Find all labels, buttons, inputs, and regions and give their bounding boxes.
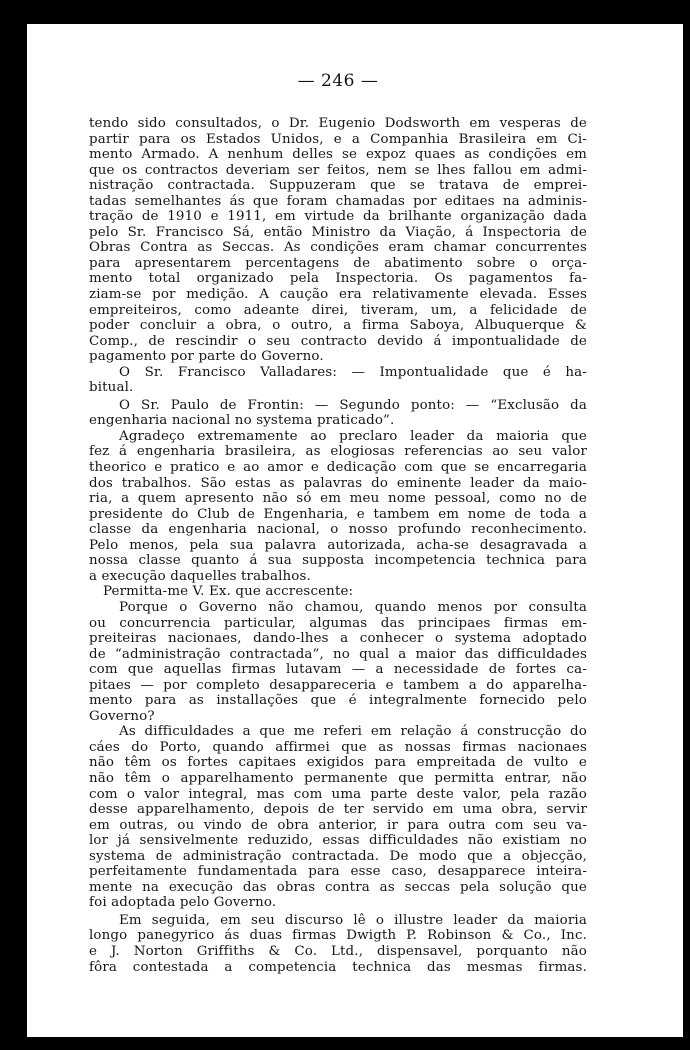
- text-line: em outras, ou vindo de obra anterior, ir para outra com seu va-: [89, 817, 587, 833]
- text-line: fôra contestada a competencia technica das mesmas firmas.: [89, 959, 587, 975]
- text-line: O Sr. Paulo de Frontin: — Segundo ponto: — “Exclusão da: [119, 397, 587, 413]
- text-line: Em seguida, em seu discurso lê o illustre leader da maioria: [119, 912, 587, 928]
- text-line: theorico e pratico e ao amor e dedicação com que se encarregaria: [89, 460, 587, 476]
- text-line: tadas semelhantes ás que foram chamadas por editaes na adminis-: [89, 193, 587, 209]
- text-line: pelo Sr. Francisco Sá, então Ministro da Viação, á Inspectoria de: [89, 224, 587, 240]
- text-line: Obras Contra as Seccas. As condições eram chamar concurrentes: [89, 240, 587, 256]
- document-page: [89, 0, 587, 1050]
- text-line: bitual.: [89, 380, 134, 396]
- text-line: systema de administração contractada. De modo que a objecção,: [89, 848, 587, 864]
- text-line: para apresentarem percentagens de abatimento sobre o orça-: [89, 255, 587, 271]
- text-line: Permitta-me V. Ex. que accrescente:: [103, 584, 354, 600]
- text-line: As difficuldades a que me referi em relação á construcção do: [119, 724, 587, 740]
- text-line: com que aquellas firmas lutavam — a necessidade de fortes ca-: [89, 662, 587, 678]
- text-line: mento Armado. A nenhum delles se expoz quaes as condições em: [89, 147, 587, 163]
- text-line: ziam-se por medição. A caução era relativamente elevada. Esses: [89, 287, 587, 303]
- text-line: partir para os Estados Unidos, e a Companhia Brasileira em Ci-: [89, 131, 587, 147]
- text-line: pagamento por parte do Governo.: [89, 349, 324, 365]
- text-line: Governo?: [89, 708, 155, 724]
- text-line: de “administração contractada”, no qual a maior das difficuldades: [89, 646, 587, 662]
- text-line: dos trabalhos. São estas as palavras do eminente leader da maio-: [89, 475, 587, 491]
- text-line: pitaes — por completo desappareceria e tambem a do apparelha-: [89, 677, 587, 693]
- text-line: Comp., de rescindir o seu contracto devido á impontualidade de: [89, 333, 587, 349]
- text-line: poder concluir a obra, o outro, a firma Saboya, Albuquerque &: [89, 318, 587, 334]
- text-line: ou concurrencia particular, algumas das principaes firmas em-: [89, 615, 587, 631]
- text-line: lor já sensivelmente reduzido, essas difficuldades não existiam no: [89, 833, 587, 849]
- text-line: classe da engenharia nacional, o nosso profundo reconhecimento.: [89, 522, 587, 538]
- text-line: mento para as installações que é integralmente fornecido pelo: [89, 693, 587, 709]
- text-line: tração de 1910 e 1911, em virtude da brilhante organização dada: [89, 209, 587, 225]
- text-line: Porque o Governo não chamou, quando menos por consulta: [119, 599, 587, 615]
- text-line: e J. Norton Griffiths & Co. Ltd., dispensavel, porquanto não: [89, 943, 587, 959]
- text-line: fez á engenharia brasileira, as elogiosas referencias ao seu valor: [89, 444, 587, 460]
- text-line: nossa classe quanto á sua supposta incompetencia technica para: [89, 553, 587, 569]
- text-line: presidente do Club de Engenharia, e tambem em nome de toda a: [89, 506, 587, 522]
- text-line: mente na execução das obras contra as seccas pela solução que: [89, 879, 587, 895]
- text-line: empreiteiros, como adeante direi, tiveram, um, a felicidade de: [89, 302, 587, 318]
- text-line: engenharia nacional no systema praticado”.: [89, 413, 395, 429]
- text-line: desse apparelhamento, depois de ter servido em uma obra, servir: [89, 802, 587, 818]
- text-line: cáes do Porto, quando affirmei que as nossas firmas nacionaes: [89, 739, 587, 755]
- page-number: — 246 —: [297, 71, 379, 91]
- body-text: [89, 116, 587, 975]
- text-line: O Sr. Francisco Valladares: — Impontualidade que é ha-: [119, 364, 587, 380]
- text-line: a execução daquelles trabalhos.: [89, 568, 311, 584]
- text-line: perfeitamente fundamentada para esse caso, desapparece inteira-: [89, 864, 587, 880]
- text-line: nistração contractada. Suppuzeram que se tratava de emprei-: [89, 178, 587, 194]
- text-line: foi adoptada pelo Governo.: [89, 895, 277, 911]
- text-line: mento total organizado pela Inspectoria. Os pagamentos fa-: [89, 271, 587, 287]
- text-line: Pelo menos, pela sua palavra autorizada, acha-se desagravada a: [89, 537, 587, 553]
- text-line: que os contractos deveriam ser feitos, nem se lhes fallou em admi-: [89, 162, 587, 178]
- text-line: não têm os fortes capitaes exigidos para empreitada de vulto e: [89, 755, 587, 771]
- text-line: com o valor integral, mas com uma parte deste valor, pela razão: [89, 786, 587, 802]
- text-line: Agradeço extremamente ao preclaro leader da maioria que: [119, 428, 587, 444]
- text-line: tendo sido consultados, o Dr. Eugenio Dodsworth em vesperas de: [89, 116, 587, 131]
- text-line: ria, a quem apresento não só em meu nome pessoal, como no de: [89, 491, 587, 507]
- text-line: longo panegyrico ás duas firmas Dwigth P. Robinson & Co., Inc.: [89, 928, 587, 944]
- text-line: preiteiras nacionaes, dando-lhes a conhecer o systema adoptado: [89, 631, 587, 647]
- text-line: não têm o apparelhamento permanente que permitta entrar, não: [89, 770, 587, 786]
